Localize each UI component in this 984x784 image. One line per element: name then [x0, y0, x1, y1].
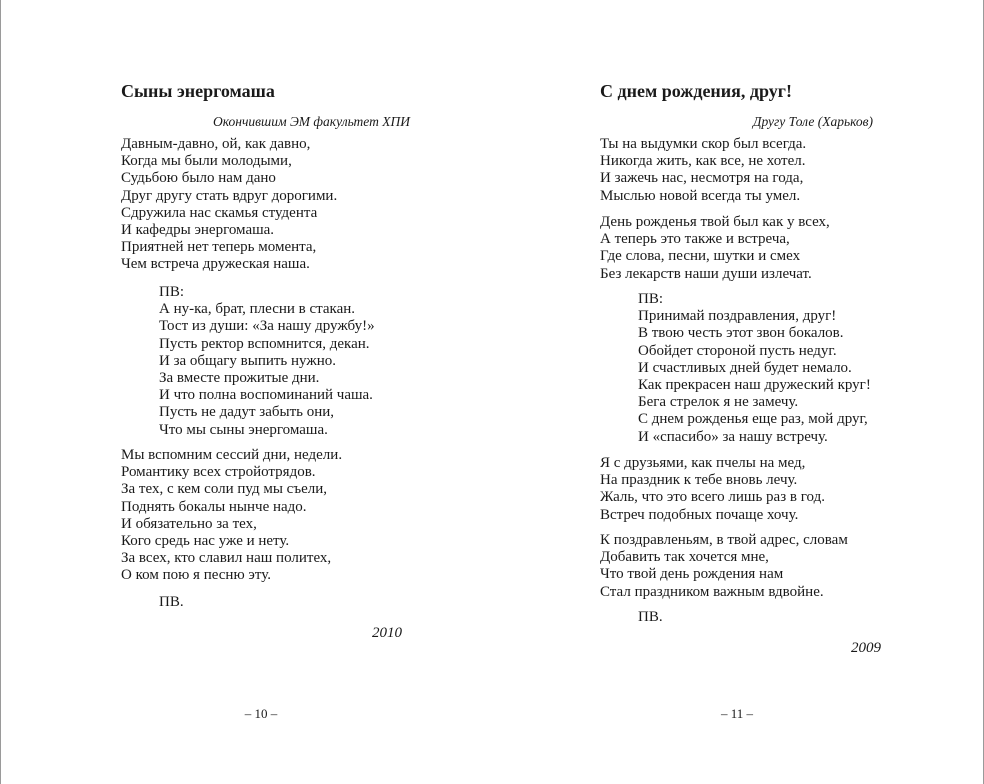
poem-dedication: Другу Толе (Харьков) — [752, 114, 873, 129]
verse-line: Тост из души: «За нашу дружбу!» — [159, 318, 375, 335]
verse-line: Давным-давно, ой, как давно, — [121, 136, 311, 152]
verse-line: Романтику всех стройотрядов. — [121, 464, 316, 481]
verse-line: Я с друзьями, как пчелы на мед, — [600, 455, 806, 471]
verse-line: Обойдет стороной пусть недуг. — [638, 342, 837, 359]
verse-line: Где слова, песни, шутки и смех — [600, 248, 801, 265]
poem-year: 2009 — [851, 640, 881, 656]
chorus-label: ПВ: — [638, 291, 664, 307]
page-number: – 11 – — [720, 706, 754, 721]
verse-line: Пусть не дадут забыть они, — [159, 404, 335, 421]
verse-line: И обязательно за тех, — [121, 515, 257, 532]
chorus — [159, 284, 375, 439]
verse-line: Ты на выдумки скор был всегда. — [600, 136, 807, 152]
verse-line: Что мы сыны энергомаша. — [159, 421, 328, 438]
chorus — [638, 291, 871, 446]
verse-line: Судьбою было нам дано — [121, 170, 276, 187]
verse-line: Без лекарств наши души излечат. — [600, 265, 812, 282]
stanza-1 — [600, 136, 806, 205]
verse-line: Принимай поздравления, друг! — [638, 308, 837, 325]
verse-line: А теперь это также и встреча, — [600, 231, 790, 248]
verse-line: Пусть ректор вспомнится, декан. — [159, 335, 370, 352]
verse-line: Когда мы были молодыми, — [121, 153, 292, 170]
poem-signature: ПВ. — [159, 594, 184, 610]
right-page — [490, 0, 984, 784]
verse-line: Добавить так хочется мне, — [600, 549, 769, 566]
verse-line: К поздравленьям, в твой адрес, словам — [600, 532, 848, 548]
stanza-2 — [121, 447, 342, 585]
verse-line: Жаль, что это всего лишь раз в год. — [600, 489, 825, 506]
verse-line: И что полна воспоминаний чаша. — [159, 387, 373, 404]
verse-line: Встреч подобных почаще хочу. — [600, 506, 799, 523]
verse-line: Мыслью новой всегда ты умел. — [600, 187, 801, 204]
chorus-label: ПВ: — [159, 284, 185, 300]
verse-line: Поднять бокалы нынче надо. — [121, 498, 307, 515]
verse-line: И кафедры энергомаша. — [121, 222, 275, 239]
verse-line: Как прекрасен наш дружеский круг! — [638, 377, 871, 394]
verse-line: За всех, кто славил наш политех, — [121, 550, 332, 567]
stanza-1 — [121, 136, 337, 274]
verse-line: Друг другу стать вдруг дорогими. — [121, 187, 338, 204]
verse-line: За тех, с кем соли пуд мы съели, — [121, 481, 328, 498]
poem-title: Сыны энергомаша — [121, 81, 275, 101]
verse-line: О ком пою я песню эту. — [121, 567, 271, 584]
verse-line: С днем рожденья еще раз, мой друг, — [638, 411, 868, 428]
verse-line: И зажечь нас, несмотря на года, — [600, 170, 804, 187]
verse-line: А ну-ка, брат, плесни в стакан. — [159, 301, 356, 318]
verse-line: День рожденья твой был как у всех, — [600, 214, 830, 230]
verse-line: Чем встреча дружеская наша. — [121, 256, 310, 273]
verse-line: За вместе прожитые дни. — [159, 370, 320, 387]
verse-line: И «спасибо» за нашу встречу. — [638, 428, 828, 445]
poem-dedication: Окончившим ЭМ факультет ХПИ — [212, 114, 410, 129]
verse-line: И за общагу выпить нужно. — [159, 352, 336, 369]
verse-line: Приятней нет теперь момента, — [121, 239, 317, 256]
verse-line: И счастливых дней будет немало. — [638, 359, 852, 376]
verse-line: В твою честь этот звон бокалов. — [638, 325, 844, 342]
poem-signature: ПВ. — [638, 609, 663, 625]
verse-line: Бега стрелок я не замечу. — [638, 394, 799, 411]
poem-year: 2010 — [372, 625, 402, 641]
poem-title: С днем рождения, друг! — [600, 81, 792, 101]
stanza-2 — [600, 214, 830, 283]
verse-line: Кого средь нас уже и нету. — [121, 533, 290, 550]
verse-line: На праздник к тебе вновь лечу. — [600, 472, 798, 489]
verse-line: Сдружила нас скамья студента — [121, 204, 318, 221]
stanza-4 — [600, 532, 848, 601]
verse-line: Никогда жить, как все, не хотел. — [600, 153, 806, 170]
stanza-3 — [600, 455, 825, 524]
verse-line: Что твой день рождения нам — [600, 566, 784, 583]
left-page — [0, 0, 490, 784]
verse-line: Стал праздником важным вдвойне. — [600, 583, 824, 600]
page-number: – 10 – — [244, 706, 278, 721]
verse-line: Мы вспомним сессий дни, недели. — [121, 447, 343, 463]
